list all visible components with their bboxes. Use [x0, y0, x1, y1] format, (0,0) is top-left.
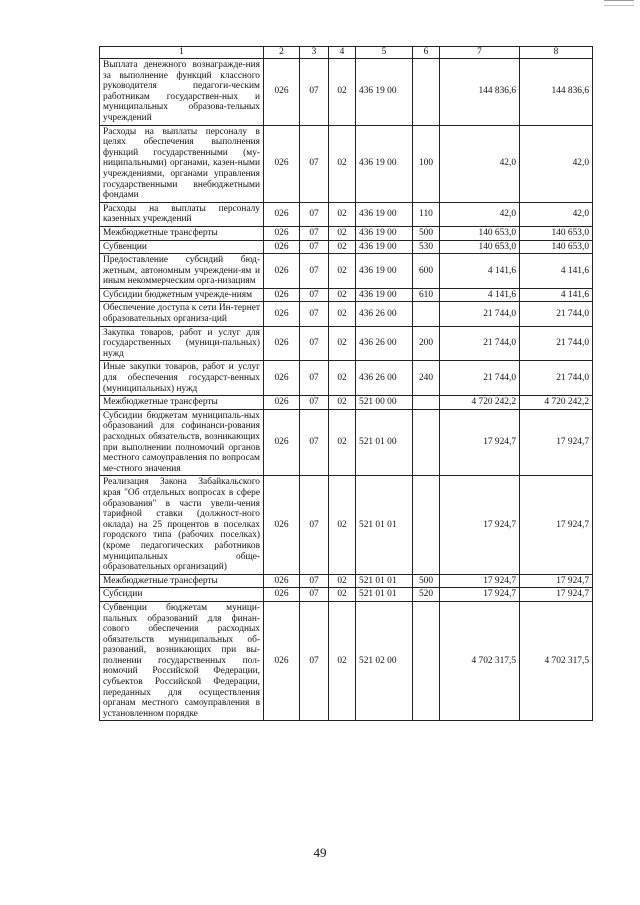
cell-expense-type: 610 [413, 288, 440, 302]
cell-expense-type [413, 302, 440, 326]
cell-expense-type: 520 [413, 588, 440, 602]
cell-amount-2: 21 744,0 [520, 361, 593, 396]
cell-subsection-code: 02 [329, 254, 356, 289]
cell-section-code: 07 [300, 326, 329, 361]
table-row [100, 476, 593, 574]
table-row [100, 326, 593, 361]
cell-target-article: 521 01 01 [356, 574, 413, 588]
cell-expense-type [413, 396, 440, 410]
cell-subsection-code: 02 [329, 202, 356, 226]
cell-expense-type: 100 [413, 125, 440, 202]
cell-target-article: 521 02 00 [356, 601, 413, 721]
col-header-1: 1 [100, 47, 264, 59]
cell-expense-type: 200 [413, 326, 440, 361]
cell-ved-code: 026 [264, 361, 300, 396]
cell-section-code: 07 [300, 202, 329, 226]
cell-expense-type: 600 [413, 254, 440, 289]
cell-expense-type: 500 [413, 226, 440, 240]
col-header-3: 3 [300, 47, 329, 59]
cell-target-article: 436 19 00 [356, 226, 413, 240]
cell-subsection-code: 02 [329, 302, 356, 326]
cell-subsection-code: 02 [329, 574, 356, 588]
cell-subsection-code: 02 [329, 59, 356, 126]
cell-amount-2: 140 653,0 [520, 240, 593, 254]
table-row [100, 254, 593, 289]
cell-amount-2: 4 720 242,2 [520, 396, 593, 410]
cell-amount-2: 21 744,0 [520, 302, 593, 326]
scan-edge-mark [604, 0, 634, 6]
cell-target-article: 436 19 00 [356, 59, 413, 126]
cell-section-code: 07 [300, 396, 329, 410]
col-header-4: 4 [329, 47, 356, 59]
table-row [100, 202, 593, 226]
col-header-8: 8 [520, 47, 593, 59]
row-name: Субсидии бюджетам муниципаль-ных образований для софинанси-рования расходных обязательств, возникающих при выполнении полномочий органов местного самоуправления по вопросам ме-стного значения [100, 409, 264, 476]
cell-ved-code: 026 [264, 288, 300, 302]
cell-expense-type: 530 [413, 240, 440, 254]
cell-amount-1: 17 924,7 [440, 409, 520, 476]
page-number: 49 [313, 845, 327, 860]
cell-amount-1: 144 836,6 [440, 59, 520, 126]
cell-subsection-code: 02 [329, 288, 356, 302]
row-name: Субсидии бюджетным учрежде-ниям [100, 288, 264, 302]
col-header-2: 2 [264, 47, 300, 59]
row-name: Межбюджетные трансферты [100, 574, 264, 588]
row-name: Обеспечение доступа к сети Ин-тернет образовательных организа-ций [100, 302, 264, 326]
cell-subsection-code: 02 [329, 588, 356, 602]
table-row [100, 302, 593, 326]
cell-ved-code: 026 [264, 240, 300, 254]
col-header-6: 6 [413, 47, 440, 59]
cell-expense-type: 500 [413, 574, 440, 588]
cell-target-article: 521 01 01 [356, 588, 413, 602]
cell-subsection-code: 02 [329, 361, 356, 396]
cell-section-code: 07 [300, 574, 329, 588]
cell-target-article: 436 26 00 [356, 361, 413, 396]
row-name: Расходы на выплаты персоналу в целях обеспечения выполнения функций государственными (му-ниципальными) органами, казен-ными учреждениями, органами управления государственными внебюджетными фондами [100, 125, 264, 202]
row-name: Субвенции [100, 240, 264, 254]
cell-expense-type: 110 [413, 202, 440, 226]
cell-section-code: 07 [300, 302, 329, 326]
cell-ved-code: 026 [264, 476, 300, 574]
cell-ved-code: 026 [264, 601, 300, 721]
cell-amount-1: 21 744,0 [440, 302, 520, 326]
cell-ved-code: 026 [264, 409, 300, 476]
cell-amount-2: 21 744,0 [520, 326, 593, 361]
col-header-5: 5 [356, 47, 413, 59]
row-name: Субвенции бюджетам муници-пальных образований для финан-сового обеспечения расходных обязательств муниципальных об-разований, возникающих при вы-полнении государственных пол-номочий Российской Федерации, субъектов Российской Федерации, переданных для осуществления органам местного самоуправления в установленном порядке [100, 601, 264, 721]
cell-section-code: 07 [300, 254, 329, 289]
cell-amount-1: 140 653,0 [440, 240, 520, 254]
row-name: Выплата денежного вознагражде-ния за выполнение функций классного руководителя педагоги-ческим работникам государствен-ных и муниципальных образова-тельных учреждений [100, 59, 264, 126]
table-row [100, 601, 593, 721]
cell-ved-code: 026 [264, 254, 300, 289]
col-header-7: 7 [440, 47, 520, 59]
cell-ved-code: 026 [264, 588, 300, 602]
cell-amount-2: 4 141,6 [520, 254, 593, 289]
cell-amount-1: 4 141,6 [440, 288, 520, 302]
table-body [100, 59, 593, 721]
row-name: Реализация Закона Забайкальского края "Об отдельных вопросах в сфере образования" в части увели-чения тарифной ставки (должност-ного оклада) на 25 процентов в поселках городского типа (рабочих поселках) (кроме педагогических работников муниципальных обще-образовательных организаций) [100, 476, 264, 574]
table-row [100, 59, 593, 126]
cell-amount-1: 42,0 [440, 125, 520, 202]
cell-target-article: 436 19 00 [356, 202, 413, 226]
cell-amount-2: 140 653,0 [520, 226, 593, 240]
cell-expense-type: 240 [413, 361, 440, 396]
cell-ved-code: 026 [264, 574, 300, 588]
cell-amount-1: 4 702 317,5 [440, 601, 520, 721]
cell-amount-1: 4 141,6 [440, 254, 520, 289]
row-name: Закупка товаров, работ и услуг для государственных (муници-пальных) нужд [100, 326, 264, 361]
cell-subsection-code: 02 [329, 476, 356, 574]
cell-amount-1: 17 924,7 [440, 476, 520, 574]
budget-table [99, 46, 593, 721]
cell-ved-code: 026 [264, 326, 300, 361]
cell-target-article: 436 26 00 [356, 302, 413, 326]
cell-ved-code: 026 [264, 59, 300, 126]
row-name: Расходы на выплаты персоналу казенных учреждений [100, 202, 264, 226]
cell-amount-2: 17 924,7 [520, 574, 593, 588]
cell-subsection-code: 02 [329, 240, 356, 254]
cell-amount-2: 4 141,6 [520, 288, 593, 302]
cell-section-code: 07 [300, 226, 329, 240]
cell-section-code: 07 [300, 361, 329, 396]
table-row [100, 396, 593, 410]
row-name: Межбюджетные трансферты [100, 226, 264, 240]
cell-amount-1: 17 924,7 [440, 574, 520, 588]
cell-ved-code: 026 [264, 125, 300, 202]
table-row [100, 125, 593, 202]
cell-section-code: 07 [300, 409, 329, 476]
cell-expense-type [413, 601, 440, 721]
table-row [100, 361, 593, 396]
row-name: Межбюджетные трансферты [100, 396, 264, 410]
cell-amount-2: 17 924,7 [520, 588, 593, 602]
cell-expense-type [413, 59, 440, 126]
cell-section-code: 07 [300, 125, 329, 202]
cell-amount-1: 42,0 [440, 202, 520, 226]
cell-amount-2: 42,0 [520, 125, 593, 202]
cell-section-code: 07 [300, 588, 329, 602]
cell-target-article: 521 01 01 [356, 476, 413, 574]
cell-amount-1: 4 720 242,2 [440, 396, 520, 410]
table-row [100, 226, 593, 240]
cell-section-code: 07 [300, 476, 329, 574]
cell-expense-type [413, 476, 440, 574]
cell-amount-1: 140 653,0 [440, 226, 520, 240]
cell-amount-1: 21 744,0 [440, 326, 520, 361]
cell-target-article: 521 00 00 [356, 396, 413, 410]
cell-ved-code: 026 [264, 396, 300, 410]
cell-amount-1: 21 744,0 [440, 361, 520, 396]
row-name: Предоставление субсидий бюд-жетным, автономным учреждени-ям и иным некоммерческим орга-низациям [100, 254, 264, 289]
cell-subsection-code: 02 [329, 396, 356, 410]
table-row [100, 588, 593, 602]
cell-subsection-code: 02 [329, 601, 356, 721]
cell-target-article: 436 19 00 [356, 240, 413, 254]
cell-section-code: 07 [300, 240, 329, 254]
cell-amount-2: 17 924,7 [520, 476, 593, 574]
table-row [100, 240, 593, 254]
cell-target-article: 436 19 00 [356, 125, 413, 202]
cell-subsection-code: 02 [329, 409, 356, 476]
cell-amount-2: 42,0 [520, 202, 593, 226]
cell-target-article: 436 19 00 [356, 288, 413, 302]
cell-expense-type [413, 409, 440, 476]
cell-amount-1: 17 924,7 [440, 588, 520, 602]
cell-subsection-code: 02 [329, 326, 356, 361]
cell-ved-code: 026 [264, 302, 300, 326]
cell-ved-code: 026 [264, 202, 300, 226]
cell-ved-code: 026 [264, 226, 300, 240]
cell-subsection-code: 02 [329, 226, 356, 240]
cell-section-code: 07 [300, 59, 329, 126]
row-name: Иные закупки товаров, работ и услуг для обеспечения государст-венных (муниципальных) нужд [100, 361, 264, 396]
table-row [100, 574, 593, 588]
cell-amount-2: 17 924,7 [520, 409, 593, 476]
cell-target-article: 436 19 00 [356, 254, 413, 289]
table-row [100, 288, 593, 302]
row-name: Субсидии [100, 588, 264, 602]
cell-amount-2: 144 836,6 [520, 59, 593, 126]
cell-target-article: 521 01 00 [356, 409, 413, 476]
cell-target-article: 436 26 00 [356, 326, 413, 361]
cell-section-code: 07 [300, 288, 329, 302]
table-header-row [100, 47, 593, 59]
cell-amount-2: 4 702 317,5 [520, 601, 593, 721]
cell-subsection-code: 02 [329, 125, 356, 202]
table-row [100, 409, 593, 476]
cell-section-code: 07 [300, 601, 329, 721]
